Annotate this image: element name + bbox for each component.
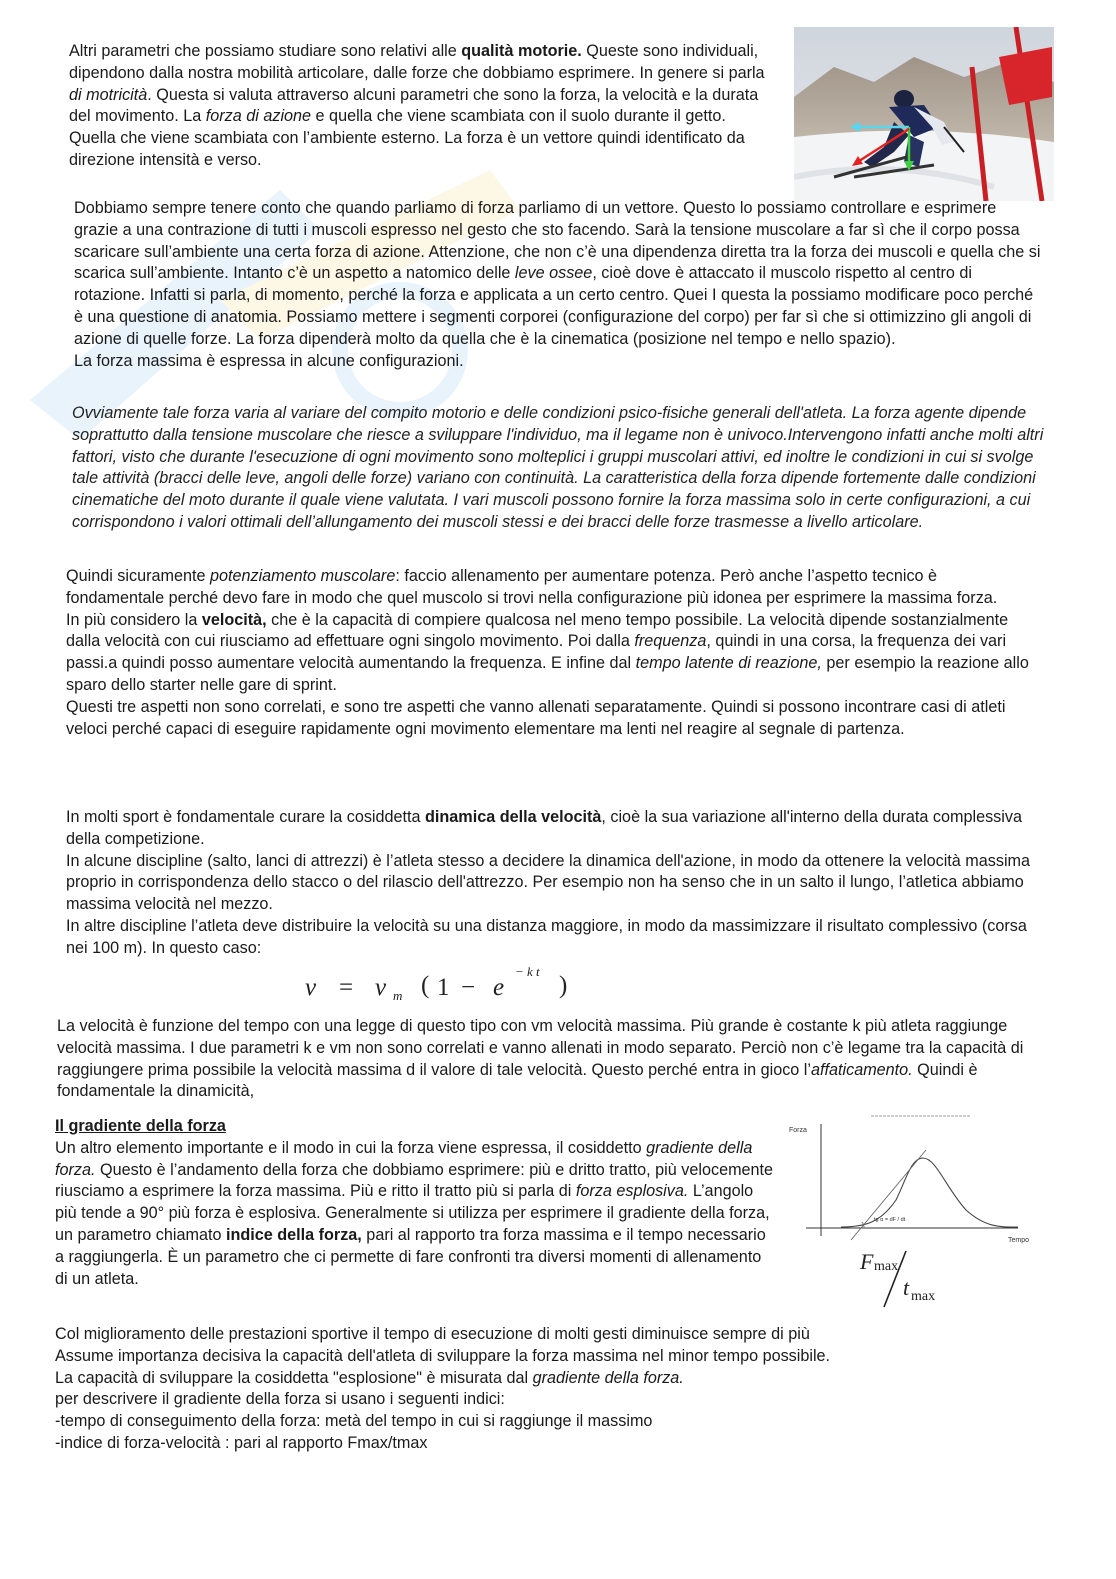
- vector-paragraph: Dobbiamo sempre tenere conto che quando parliamo di forza parliamo di un vettore. Questo lo possiamo controllare e esprimere grazie a una contrazione di tutti i muscoli espresso nel gesto che sto facendo. Sarà la tensione muscolare a far sì che il corpo possa scaricare sull’ambiente una certa forza di azione. Attenzione, che non c’è una dipendenza diretta tra la forza dei muscoli e quella che si scarica sull’ambiente. Intanto c’è un aspetto a natomico delle leve ossee, cioè dove è attaccato il muscolo rispetto al centro di rotazione. Infatti si parla, di momento, perché la forza e applicata a un certo centro. Quei I questa la possiamo modificare poco perché è una questione di anatomia. Possiamo mettere i segmenti corporei (configurazione del corpo) per far sì che si ottimizzino gli angoli di azione di quelle forze. La forza dipenderà molto da quella che è la cinematica (posizione nel tempo e nello spazio). La forza massima è espressa in alcune configurazioni.: [74, 199, 1041, 370]
- skier-photo: [794, 27, 1054, 201]
- x-axis-label: Tempo: [1008, 1237, 1030, 1244]
- velocity-law-paragraph: La velocità è funzione del tempo con una legge di questo tipo con vm velocità massima. Più grande è costante k più atleta raggiunge velocità massima. I due parametri k e vm non sono correlati e vanno allenati in modo separato. Perciò non c’è legame tra la capacità di raggiungere prima possibile la velocità massima d il valore di tale velocità. Questo perché entra in gioco l’affaticamento. Quindi è fondamentale la dinamicità,: [57, 1017, 1024, 1101]
- dynamics-paragraph: In molti sport è fondamentale curare la cosiddetta dinamica della velocità, cioè la sua variazione all'interno della durata complessiva della competizione. In alcune discipline (salto, lanci di attrezzi) è l’atleta stesso a decidere la dinamica dell'azione, in modo da ottenere la velocità massima proprio in corrispondenza dello stacco o del rilascio dell'attrezzo. Per esempio non ha senso che in un salto il lungo, l’atletica abbiamo massima velocità nel mezzo. In altre discipline l’atleta deve distribuire la velocità su una distanza maggiore, in modo da massimizzare il risultato complessivo (corsa nei 100 m). In questo caso:: [66, 808, 1031, 957]
- section-heading: Il gradiente della forza: [55, 1117, 226, 1135]
- speed-paragraph: Quindi sicuramente potenziamento muscolare: faccio allenamento per aumentare potenza. Però anche l’aspetto tecnico è fondamentale perché devo fare in modo che quel muscolo si trovi nella configurazione più idonea per esprimere la massima forza. In più considero la velocità, che è la capacità di compiere qualcosa nel meno tempo possibile. La velocità dipende sostanzialmente dalla velocità con cui riusciamo ad effettuare ogni singolo movimento. Poi dalla frequenza, quindi in una corsa, la frequenza dei vari passi.a quindi posso aumentare velocità aumentando la frequenza. E infine dal tempo latente di reazione, per esempio la reazione allo sparo dello starter nelle gare di sprint. Questi tre aspetti non sono correlati, e sono tre aspetti che vanno allenati separatamente. Quindi si possono incontrare casi di atleti veloci perché capaci di eseguire rapidamente ogni movimento elementare ma lenti nel reagire al segnale di partenza.: [66, 567, 1029, 738]
- force-curve: [841, 1158, 1018, 1227]
- fmax-tmax-fraction: F max t max: [855, 1245, 965, 1315]
- tangent-label: tg α = dF / dt: [874, 1217, 906, 1223]
- italic-quote: Ovviamente tale forza varia al variare del compito motorio e delle condizioni psico-fisiche generali dell'atleta. La forza agente dipende soprattutto dalla tensione muscolare che riesce a sviluppare l'individuo, ma il legame non è univoco.Intervengono infatti anche molti altri fattori, visto che durante l'esecuzione di ogni movimento sono molteplici i gruppi muscolari attivi, ed inoltre le condizioni in cui si svolge tale attività (bracci delle leve, angoli delle forze) variano con continuità. La caratteristica della forza dipende fortemente dalle condizioni cinematiche del moto durante il quale viene valutata. I vari muscoli possono fornire la forza massima solo in certe configurazioni, a cui corrispondono i valori ottimali dell’allungamento dei muscoli stessi e dei bracci delle forze trasmesse a livello articolare.: [72, 404, 1044, 531]
- force-time-graph: [786, 1110, 1036, 1250]
- velocity-formula: v = v m ( 1 − e − k t ): [305, 964, 568, 1003]
- closing-section: Col miglioramento delle prestazioni sportive il tempo di esecuzione di molti gesti diminuisce sempre di più Assume importanza decisiva la capacità dell'atleta di sviluppare la forza massima nel minor tempo possibile. La capacità di sviluppare la cosiddetta "esplosione" è misurata dal gradiente della forza. per descrivere il gradiente della forza si usano i seguenti indici: -tempo di conseguimento della forza: metà del tempo in cui si raggiunge il massimo -indice di forza-velocità : pari al rapporto Fmax/tmax: [55, 1325, 831, 1452]
- tangent-line: [851, 1150, 926, 1240]
- y-axis-label: Forza: [789, 1127, 807, 1134]
- gradient-section: Il gradiente della forza Un altro elemento importante e il modo in cui la forza viene espressa, il cosiddetto gradiente della forza. Questo è l’andamento della forza che dobbiamo esprimere: più e dritto tratto, più velocemente riusciamo a esprimere la forza massima. Più e ritto il tratto più si parla di forza esplosiva. L’angolo più tende a 90° più forza è esplosiva. Generalmente si utilizza per esprimere il gradiente della forza, un parametro chiamato indice della forza, pari al rapporto tra forza massima e il tempo necessario a raggiungerla. È un parametro che ci permette di fare confronti tra diversi momenti di allenamento di un atleta.: [55, 1117, 774, 1288]
- intro-paragraph: Altri parametri che possiamo studiare sono relativi alle qualità motorie. Queste sono individuali, dipendono dalla nostra mobilità articolare, dalle forze che dobbiamo esprimere. In genere si parla di motricità. Questa si valuta attraverso alcuni parametri che sono la forza, la velocità e la durata del movimento. La forza di azione e quella che viene scambiata con il suolo durante il getto. Quella che viene scambiata con l’ambiente esterno. La forza è un vettore quindi identificato da direzione intensità e verso.: [69, 42, 765, 169]
